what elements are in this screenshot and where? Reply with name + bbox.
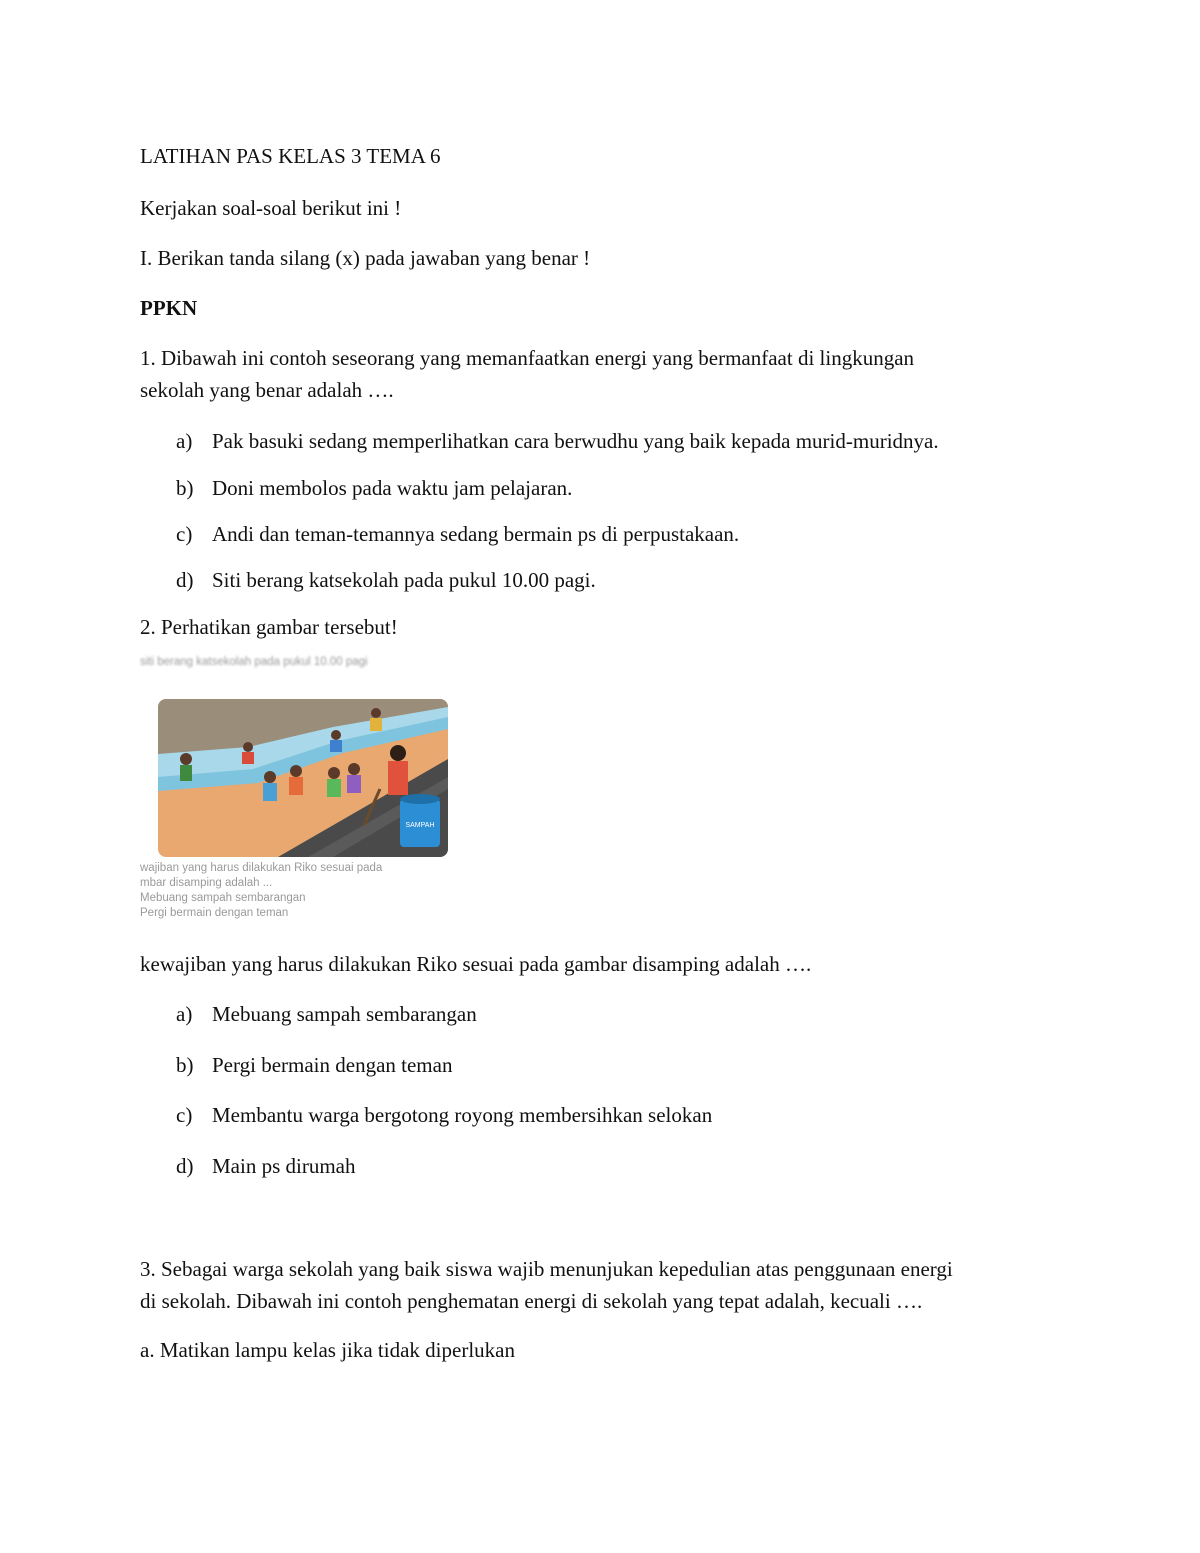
q1-text-line-2: sekolah yang benar adalah …. [140,378,394,402]
q2-option-a [176,998,477,1030]
option-text: Mebuang sampah sembarangan [212,1002,477,1026]
q2-text: kewajiban yang harus dilakukan Riko sesuai pada gambar disamping adalah …. [140,952,812,976]
section-title: PPKN [140,296,198,320]
q2-option-d [176,1150,355,1182]
q1-option-a [176,425,939,457]
q1-text-line-1: 1. Dibawah ini contoh seseorang yang memanfaatkan energi yang bermanfaat di lingkungan [140,346,915,370]
q1-option-b [176,472,572,504]
figure-top-caption: siti berang katsekolah pada pukul 10.00 pagi [140,656,368,668]
option-text: Membantu warga bergotong royong membersihkan selokan [212,1103,713,1127]
q2-figure [140,655,480,925]
option-letter: c) [176,522,193,546]
figure-caption-4: Pergi bermain dengan teman [140,907,289,919]
q2-prompt: 2. Perhatikan gambar tersebut! [140,615,398,639]
figure-caption-3: Mebuang sampah sembarangan [140,892,306,904]
option-letter: b) [176,1053,194,1077]
q2-option-b [176,1049,452,1081]
q3-option-a: a. Matikan lampu kelas jika tidak diperlukan [140,1338,515,1362]
option-letter: c) [176,1103,193,1127]
option-letter: a) [176,429,193,453]
figure-caption-1: wajiban yang harus dilakukan Riko sesuai pada [140,862,383,874]
cleanup-illustration [158,699,448,857]
bucket-label: SAMPAH [405,822,435,829]
instruction-line-1: Kerjakan soal-soal berikut ini ! [140,196,402,220]
q3-text-line-2: di sekolah. Dibawah ini contoh penghematan energi di sekolah yang tepat adalah, kecuali …. [140,1289,923,1313]
option-text: Andi dan teman-temannya sedang bermain ps di perpustakaan. [212,522,740,546]
option-text: Siti berang katsekolah pada pukul 10.00 pagi. [212,568,596,592]
option-letter: a) [176,1002,193,1026]
option-letter: b) [176,476,194,500]
option-text: Main ps dirumah [212,1154,356,1178]
q1-option-c [176,518,739,550]
q2-option-c [176,1099,712,1131]
option-letter: d) [176,1154,194,1178]
option-text: Pak basuki sedang memperlihatkan cara berwudhu yang baik kepada murid-muridnya. [212,429,939,453]
option-text: Pergi bermain dengan teman [212,1053,453,1077]
instruction-line-2: I. Berikan tanda silang (x) pada jawaban yang benar ! [140,246,591,270]
option-text: Doni membolos pada waktu jam pelajaran. [212,476,573,500]
q3-text-line-1: 3. Sebagai warga sekolah yang baik siswa wajib menunjukan kepedulian atas penggunaan energi [140,1257,953,1281]
figure-caption-2: mbar disamping adalah ... [140,877,273,889]
option-letter: d) [176,568,194,592]
cleanup-scene-drawing [158,699,448,857]
q1-option-d [176,564,596,596]
document-title: LATIHAN PAS KELAS 3 TEMA 6 [140,144,441,168]
